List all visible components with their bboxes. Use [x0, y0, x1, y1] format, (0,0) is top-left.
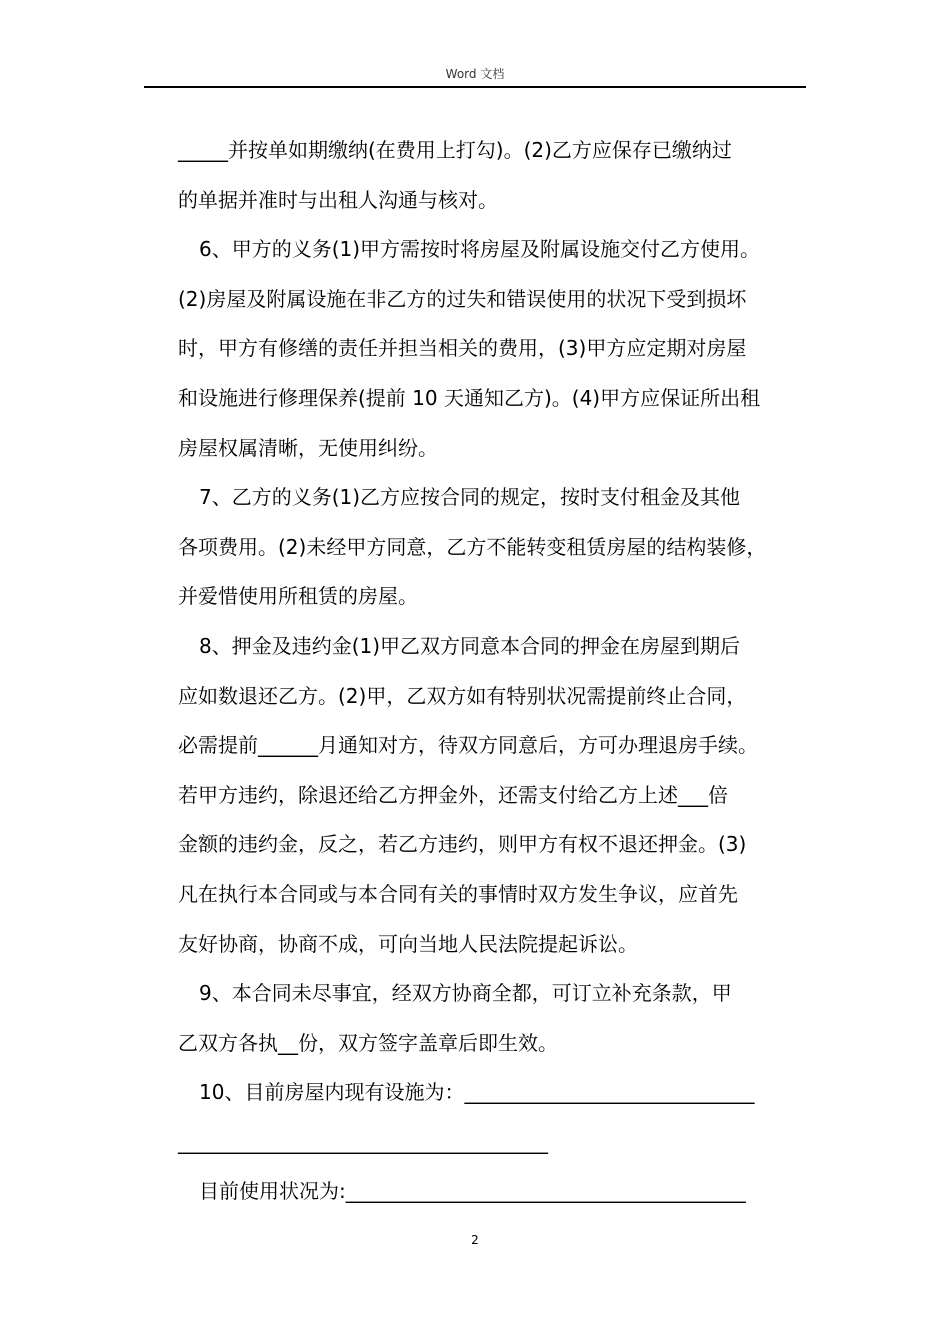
page-header: Word 文档	[445, 67, 505, 81]
blank-fill-line: _____________________________________	[178, 1129, 548, 1154]
text-line: 房屋权属清晰，无使用纠纷。	[178, 435, 438, 460]
text-line: 和设施进行修理保养(提前 10 天通知乙方)。(4)甲方应保证所出租	[178, 385, 761, 410]
text-line: 的单据并准时与出租人沟通与核对。	[178, 187, 498, 212]
text-line: 若甲方违约，除退还给乙方押金外，还需支付给乙方上述___倍	[178, 782, 728, 807]
clause-6-line: 6、甲方的义务(1)甲方需按时将房屋及附属设施交付乙方使用。	[199, 237, 761, 262]
clause-9-line: 9、本合同未尽事宜，经双方协商全都，可订立补充条款，甲	[199, 981, 732, 1006]
text-line: _____并按单如期缴纳(在费用上打勾)。(2)乙方应保存已缴纳过	[178, 138, 732, 162]
text-line: 时，甲方有修缮的责任并担当相关的费用，(3)甲方应定期对房屋	[178, 336, 747, 361]
text-line: 凡在执行本合同或与本合同有关的事情时双方发生争议，应首先	[178, 881, 738, 906]
text-line: (2)房屋及附属设施在非乙方的过失和错误使用的状况下受到损坏	[178, 286, 747, 311]
text-line: 必需提前______月通知对方，待双方同意后，方可办理退房手续。	[178, 733, 758, 758]
text-line: 金额的违约金，反之，若乙方违约，则甲方有权不退还押金。(3)	[178, 832, 747, 857]
document-body	[178, 126, 818, 1217]
page-number: 2	[471, 1233, 479, 1247]
clause-7-line: 7、乙方的义务(1)乙方应按合同的规定，按时支付租金及其他	[199, 485, 741, 510]
header-divider	[144, 86, 806, 88]
clause-10-line: 10、目前房屋内现有设施为：_____________________________	[199, 1080, 755, 1105]
text-line: 乙双方各执__份，双方签字盖章后即生效。	[178, 1030, 558, 1055]
usage-status-line: 目前使用状况为:________________________________________	[199, 1179, 746, 1204]
text-line: 友好协商，协商不成，可向当地人民法院提起诉讼。	[178, 931, 638, 956]
text-line: 并爱惜使用所租赁的房屋。	[178, 584, 418, 609]
clause-8-line: 8、押金及违约金(1)甲乙双方同意本合同的押金在房屋到期后	[199, 633, 741, 658]
text-line: 各项费用。(2)未经甲方同意，乙方不能转变租赁房屋的结构装修，	[178, 534, 767, 559]
text-line: 应如数退还乙方。(2)甲，乙双方如有特别状况需提前终止合同，	[178, 683, 747, 708]
